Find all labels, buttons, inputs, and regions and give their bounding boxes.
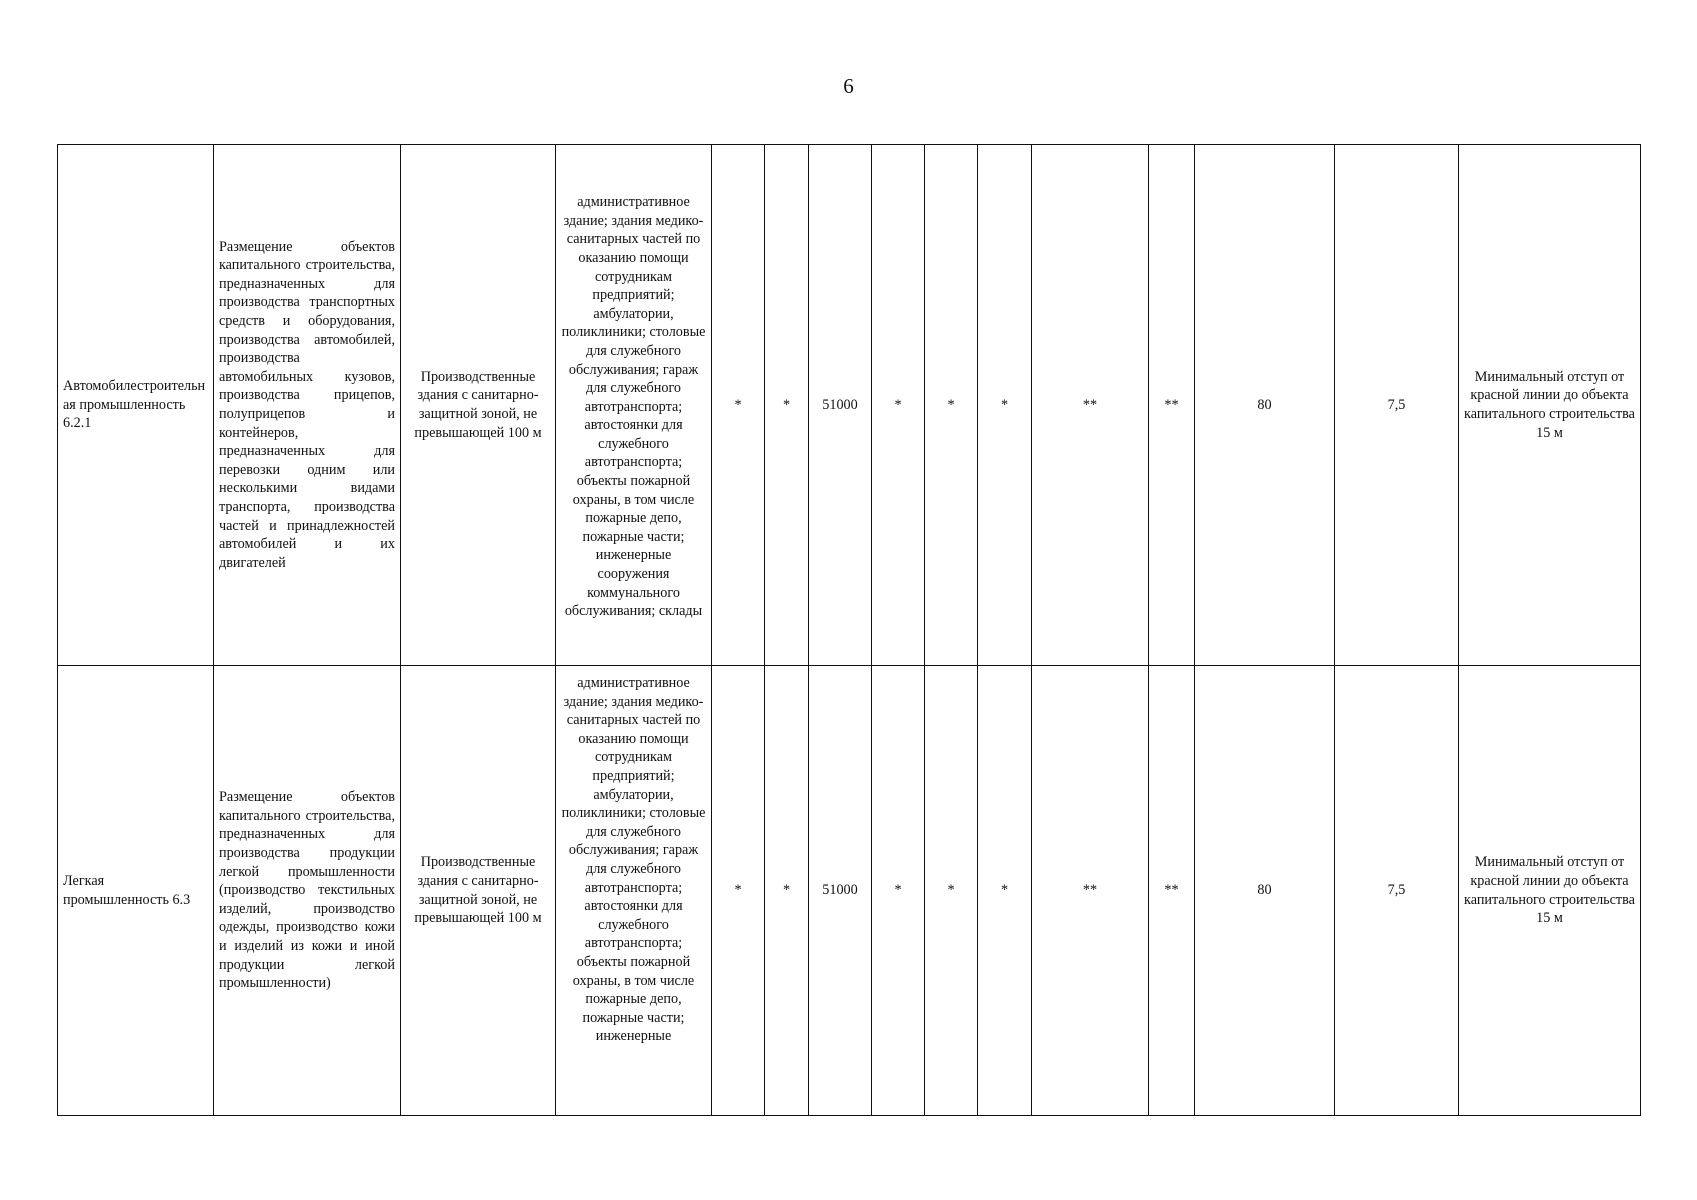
- param-cell: *: [712, 145, 765, 666]
- param-cell: *: [925, 145, 978, 666]
- param-cell: 7,5: [1335, 666, 1459, 1116]
- table-row: [58, 666, 1641, 1116]
- param-cell: 7,5: [1335, 145, 1459, 666]
- notes-cell: Минимальный отступ от красной линии до объекта капитального строительства 15 м: [1459, 145, 1641, 666]
- param-cell: *: [978, 145, 1032, 666]
- param-cell: **: [1032, 666, 1149, 1116]
- main-use-cell: Производственные здания с санитарно-защитной зоной, не превышающей 100 м: [401, 145, 556, 666]
- use-type-description: Размещение объектов капитального строительства, предназначенных для производства транспортных средств и оборудования, производства автомобилей, производства автомобильных кузовов, производства прицепов, полуприцепов и контейнеров, предназначенных для перевозки одним или несколькими видами транспорта, производства частей и принадлежностей автомобилей и их двигателей: [214, 145, 401, 666]
- max-coverage-cell: 80: [1195, 145, 1335, 666]
- page-number: 6: [843, 74, 854, 98]
- zoning-regulations-table: [57, 144, 1641, 1116]
- param-cell: *: [925, 666, 978, 1116]
- param-cell: **: [1149, 145, 1195, 666]
- param-cell: *: [872, 666, 925, 1116]
- param-cell: *: [978, 666, 1032, 1116]
- param-cell: *: [765, 145, 809, 666]
- param-cell: *: [765, 666, 809, 1116]
- notes-cell: Минимальный отступ от красной линии до объекта капитального строительства 15 м: [1459, 666, 1641, 1116]
- max-coverage-cell: 80: [1195, 666, 1335, 1116]
- table-row: [58, 145, 1641, 666]
- param-cell: **: [1149, 666, 1195, 1116]
- max-plot-area-cell: 51000: [809, 145, 872, 666]
- param-cell: *: [872, 145, 925, 666]
- use-type-name: Легкая промышленность 6.3: [58, 666, 214, 1116]
- param-cell: **: [1032, 145, 1149, 666]
- auxiliary-use-cell: административное здание; здания медико-санитарных частей по оказанию помощи сотрудникам предприятий; амбулатории, поликлиники; столовые для служебного обслуживания; гараж для служебного автотранспорта; автостоянки для служебного автотранспорта; объекты пожарной охраны, в том числе пожарные депо, пожарные части; инженерные сооружения коммунального обслуживания; склады: [556, 145, 712, 666]
- max-plot-area-cell: 51000: [809, 666, 872, 1116]
- main-use-cell: Производственные здания с санитарно-защитной зоной, не превышающей 100 м: [401, 666, 556, 1116]
- use-type-name: Автомобилестроительная промышленность 6.2.1: [58, 145, 214, 666]
- use-type-description: Размещение объектов капитального строительства, предназначенных для производства продукции легкой промышленности (производство текстильных изделий, производство одежды, производство кожи и изделий из кожи и иной продукции легкой промышленности): [214, 666, 401, 1116]
- auxiliary-use-cell: административное здание; здания медико-санитарных частей по оказанию помощи сотрудникам предприятий; амбулатории, поликлиники; столовые для служебного обслуживания; гараж для служебного автотранспорта; автостоянки для служебного автотранспорта; объекты пожарной охраны, в том числе пожарные депо, пожарные части; инженерные: [556, 666, 712, 1116]
- param-cell: *: [712, 666, 765, 1116]
